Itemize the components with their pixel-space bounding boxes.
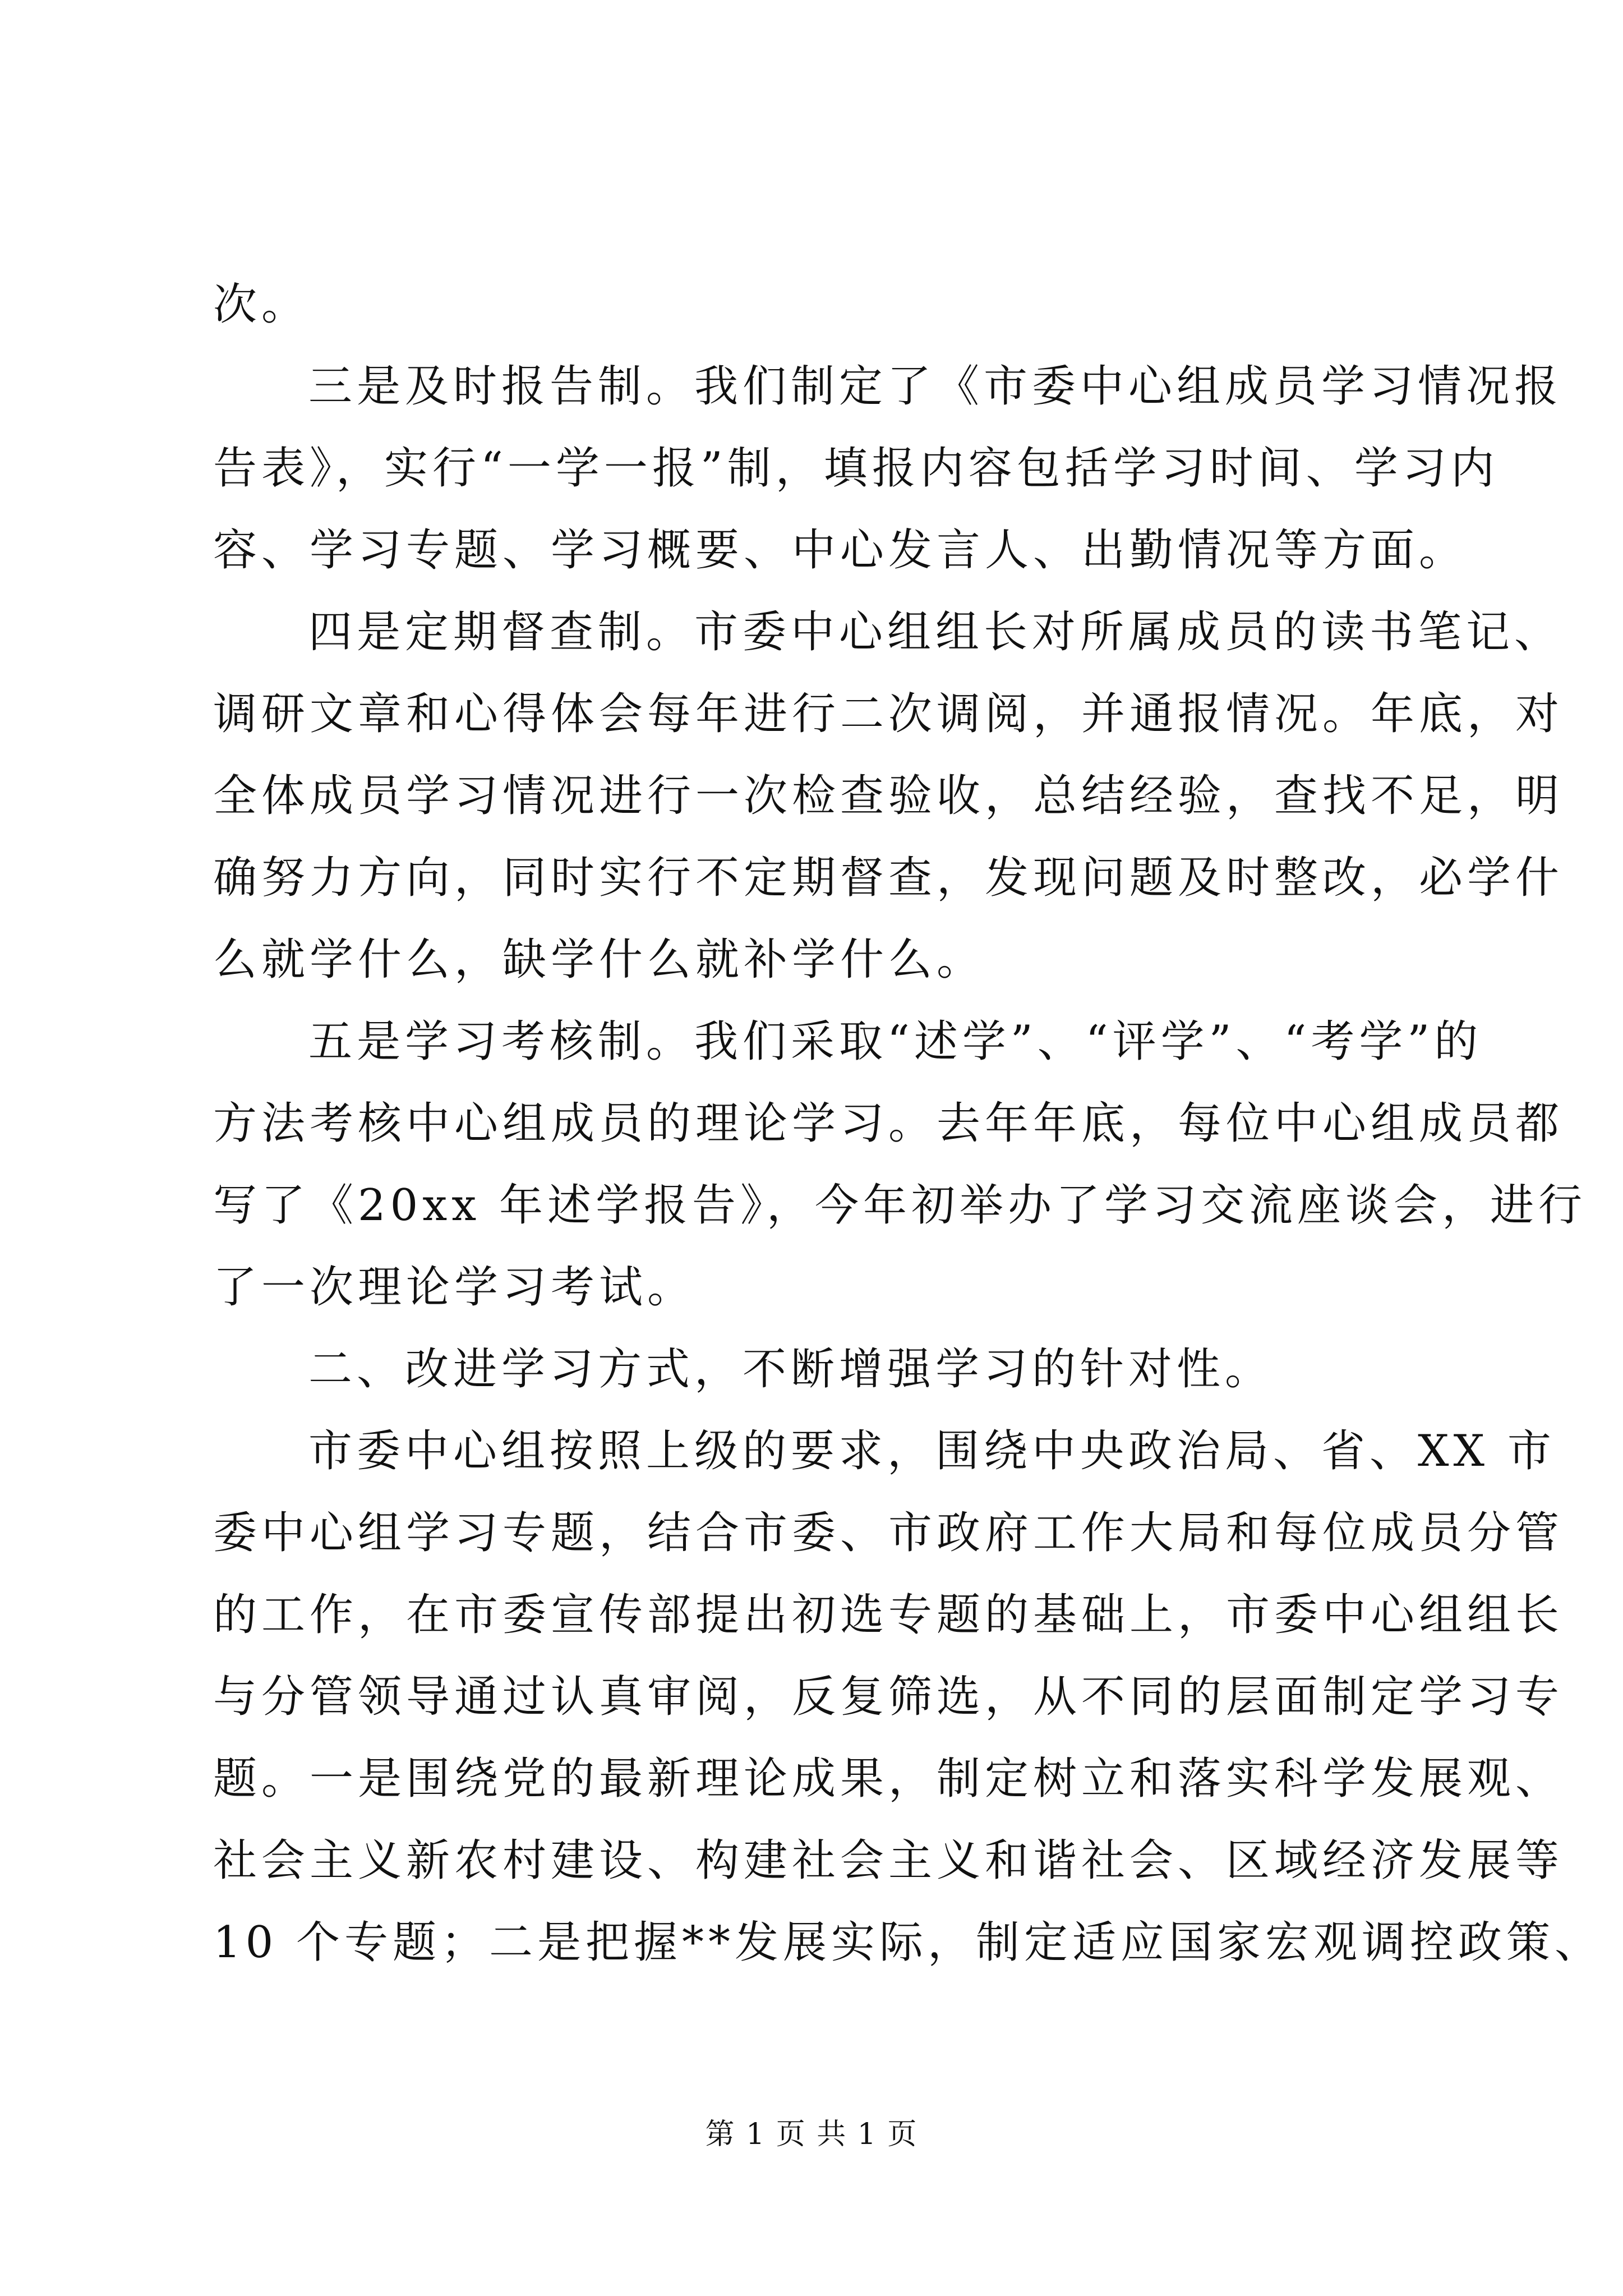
text-line: 了一次理论学习考试。 <box>213 1262 696 1313</box>
text-line: 委中心组学习专题，结合市委、市政府工作大局和每位成员分管 <box>213 1508 1564 1558</box>
text-line: 的工作，在市委宣传部提出初选专题的基础上，市委中心组组长 <box>213 1590 1564 1640</box>
text-line: 10 个专题；二是把握**发展实际，制定适应国家宏观调控政策、 <box>213 1917 1603 1968</box>
text-line: 四是定期督查制。市委中心组组长对所属成员的读书笔记、 <box>308 607 1563 657</box>
text-line: 确努力方向，同时实行不定期督查，发现问题及时整改，必学什 <box>213 853 1564 903</box>
text-line: 题。一是围绕党的最新理论成果，制定树立和落实科学发展观、 <box>213 1754 1564 1804</box>
text-line: 容、学习专题、学习概要、中心发言人、出勤情况等方面。 <box>213 525 1468 576</box>
text-line: 调研文章和心得体会每年进行二次调阅，并通报情况。年底，对 <box>213 689 1564 739</box>
text-line: 二、改进学习方式，不断增强学习的针对性。 <box>308 1344 1274 1395</box>
text-line: 方法考核中心组成员的理论学习。去年年底，每位中心组成员都 <box>213 1098 1564 1149</box>
text-line: 告表》，实行“一学一报”制，填报内容包括学习时间、学习内 <box>213 443 1499 494</box>
page-footer: 第 1 页 共 1 页 <box>705 2118 918 2151</box>
text-line: 市委中心组按照上级的要求，围绕中央政治局、省、XX 市 <box>308 1426 1556 1476</box>
document-body <box>213 264 1603 1984</box>
text-line: 与分管领导通过认真审阅，反复筛选，从不同的层面制定学习专 <box>213 1672 1564 1722</box>
text-line: 么就学什么，缺学什么就补学什么。 <box>213 935 985 985</box>
text-line: 写了《20xx 年述学报告》，今年初举办了学习交流座谈会，进行 <box>213 1180 1587 1231</box>
text-line: 三是及时报告制。我们制定了《市委中心组成员学习情况报 <box>308 361 1563 412</box>
text-line: 五是学习考核制。我们采取“述学”、“评学”、“考学”的 <box>308 1016 1483 1067</box>
text-line: 社会主义新农村建设、构建社会主义和谐社会、区域经济发展等 <box>213 1835 1564 1886</box>
text-line: 次。 <box>213 279 310 330</box>
text-line: 全体成员学习情况进行一次检查验收，总结经验，查找不足，明 <box>213 771 1564 821</box>
